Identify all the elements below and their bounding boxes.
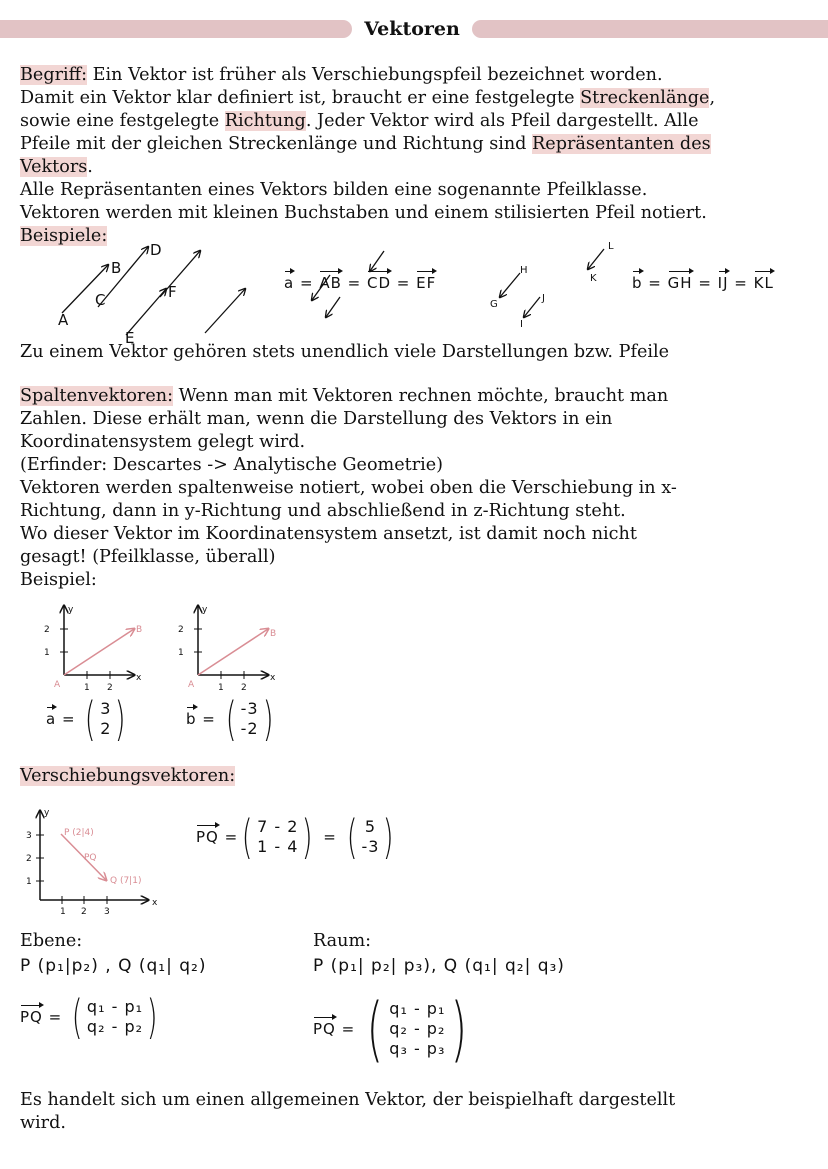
axis-label: x	[270, 673, 276, 683]
tick-label: 2	[107, 683, 113, 693]
arrow-cd	[160, 251, 200, 297]
graph-b	[194, 606, 268, 679]
page-title: Vektoren	[364, 18, 460, 40]
point-label: B	[111, 259, 123, 277]
raum-formula: PQ = ( q₁ - p₁ q₂ - p₂ q₃ - p₃ )	[313, 988, 469, 1070]
verschiebung-label: Verschiebungsvektoren:	[20, 766, 236, 786]
vector: a	[284, 274, 295, 292]
vector-name: PQ	[313, 1020, 336, 1038]
point-label: H	[520, 265, 528, 276]
value: -3	[361, 837, 380, 856]
vector: CD	[366, 274, 392, 292]
tick-label: 1	[26, 877, 32, 887]
spalten-graphs	[30, 600, 310, 695]
zu-einem-text: Zu einem Vektor gehören stets unendlich viele Darstellungen bzw. Pfeile	[20, 342, 670, 362]
point-label: F	[168, 283, 178, 301]
point-label: J	[542, 293, 545, 304]
spalten-label: Spaltenvektoren:	[20, 386, 174, 406]
point-p-label: P (2|4)	[64, 828, 94, 838]
value: 3	[100, 699, 112, 718]
pq-label: PQ	[84, 853, 97, 863]
begriff-section	[20, 64, 820, 248]
begriff-label: Begriff:	[20, 65, 88, 85]
text: wird.	[20, 1113, 66, 1133]
title-bar-right	[472, 20, 828, 38]
equation-a: a = AB = CD = EF	[284, 274, 437, 292]
spalten-section	[20, 385, 820, 592]
vector: GH	[667, 274, 693, 292]
vector-name: PQ	[20, 1008, 43, 1026]
axis-label: y	[202, 605, 208, 615]
text: Ein Vektor ist früher als Verschiebungspfeil bezeichnet worden.	[87, 65, 663, 85]
title-bar-left	[0, 20, 352, 38]
highlight: Richtung	[224, 111, 306, 131]
value: q₁ - p₁	[389, 999, 446, 1018]
text: Beispiel:	[20, 570, 97, 590]
point-label: C	[95, 291, 107, 309]
text: gesagt! (Pfeilklasse, überall)	[20, 547, 276, 567]
verschiebung-graph	[20, 805, 200, 915]
axis-label: x	[136, 673, 142, 683]
ebene-label: Ebene:	[20, 931, 83, 951]
point-label: L	[608, 241, 614, 252]
tick-label: 2	[241, 683, 247, 693]
value: -3	[240, 699, 259, 718]
tick-label: 2	[26, 854, 32, 864]
value: q₁ - p₁	[86, 997, 144, 1016]
text: . Jeder Vektor wird als Pfeil dargestellt. Alle	[305, 111, 699, 131]
pq-calculation: PQ = ( 7 - 2 1 - 4 ) = ( 5 -3 )	[196, 810, 395, 864]
value: -2	[240, 719, 259, 738]
raum-label: Raum:	[313, 931, 372, 951]
schluss-section	[20, 1089, 820, 1135]
raum-points: P (p₁| p₂| p₃), Q (q₁| q₂| q₃)	[313, 956, 565, 976]
tick-label: 1	[178, 648, 184, 658]
highlight: Streckenlänge	[580, 88, 710, 108]
axis-label: y	[44, 808, 50, 818]
text: Wenn man mit Vektoren rechnen möchte, braucht man	[173, 386, 669, 406]
graph-a	[60, 606, 134, 679]
ebene-points: P (p₁|p₂) , Q (q₁| q₂)	[20, 956, 207, 976]
vector-name: a	[46, 710, 57, 728]
value: 5	[364, 817, 377, 836]
value: 2	[100, 719, 112, 738]
tick-label: 1	[218, 683, 224, 693]
text: Pfeile mit der gleichen Streckenlänge und Richtung sind	[20, 134, 533, 154]
point-label: D	[150, 241, 163, 259]
arrow-hg	[500, 273, 520, 297]
text: (Erfinder: Descartes -> Analytische Geometrie)	[20, 455, 444, 475]
text: Koordinatensystem gelegt wird.	[20, 432, 306, 452]
vector: AB	[319, 274, 342, 292]
vector: b	[632, 274, 643, 292]
tick-label: 1	[60, 907, 66, 915]
title-bar	[0, 18, 828, 42]
point-label: A	[58, 311, 70, 329]
point-label: B	[270, 629, 277, 639]
text: Richtung, dann in y-Richtung und abschließend in z-Richtung steht.	[20, 501, 626, 521]
tick-label: 1	[84, 683, 90, 693]
text: Alle Repräsentanten eines Vektors bilden eine sogenannte Pfeilklasse.	[20, 180, 648, 200]
vector-name: PQ	[196, 828, 219, 846]
equation-b: b = GH = IJ = KL	[632, 274, 774, 292]
vector-a-column: a = ( 3 2 )	[46, 692, 127, 746]
highlight: Vektors	[20, 157, 88, 177]
arrow-lk	[588, 249, 604, 269]
point-q-label: Q (7|1)	[110, 876, 142, 886]
vector: KL	[753, 274, 774, 292]
tick-label: 3	[26, 831, 32, 841]
vector: IJ	[717, 274, 729, 292]
value: q₂ - p₂	[389, 1019, 446, 1038]
tick-label: 2	[44, 625, 50, 635]
text: Damit ein Vektor klar definiert ist, braucht er eine festgelegte	[20, 88, 581, 108]
arrow-ji	[524, 297, 540, 317]
point-label: G	[490, 299, 498, 310]
tick-label: 2	[178, 625, 184, 635]
vector-b-column: b = ( -3 -2 )	[186, 692, 274, 746]
text: sowie eine festgelegte	[20, 111, 225, 131]
text: Es handelt sich um einen allgemeinen Vektor, der beispielhaft dargestellt	[20, 1090, 676, 1110]
ebene-formula: PQ = ( q₁ - p₁ q₂ - p₂ )	[20, 990, 159, 1044]
point-label: E	[125, 329, 136, 345]
vector-name: b	[186, 710, 197, 728]
tick-label: 1	[44, 648, 50, 658]
vector: EF	[416, 274, 437, 292]
examples-label: Beispiele:	[20, 226, 108, 246]
text: .	[87, 157, 93, 177]
value: q₃ - p₃	[389, 1039, 446, 1058]
value: 1 - 4	[257, 837, 299, 856]
arrow-ef	[205, 289, 245, 333]
axis-label: y	[68, 605, 74, 615]
axis-label: x	[152, 898, 158, 908]
verschiebung-heading	[20, 765, 820, 788]
value: 7 - 2	[257, 817, 299, 836]
text: Vektoren werden spaltenweise notiert, wobei oben die Verschiebung in x-	[20, 478, 677, 498]
tick-label: 2	[81, 907, 87, 915]
value: q₂ - p₂	[86, 1017, 144, 1036]
text: Zahlen. Diese erhält man, wenn die Darstellung des Vektors in ein	[20, 409, 613, 429]
point-label: I	[520, 319, 523, 330]
point-label: B	[136, 625, 143, 635]
point-label: A	[54, 680, 61, 690]
point-label: A	[188, 680, 195, 690]
highlight: Repräsentanten des	[532, 134, 711, 154]
text: Vektoren werden mit kleinen Buchstaben und einem stilisierten Pfeil notiert.	[20, 203, 707, 223]
tick-label: 3	[104, 907, 110, 915]
text: Wo dieser Vektor im Koordinatensystem ansetzt, ist damit noch nicht	[20, 524, 637, 544]
text: ,	[709, 88, 716, 108]
point-label: K	[590, 273, 597, 284]
